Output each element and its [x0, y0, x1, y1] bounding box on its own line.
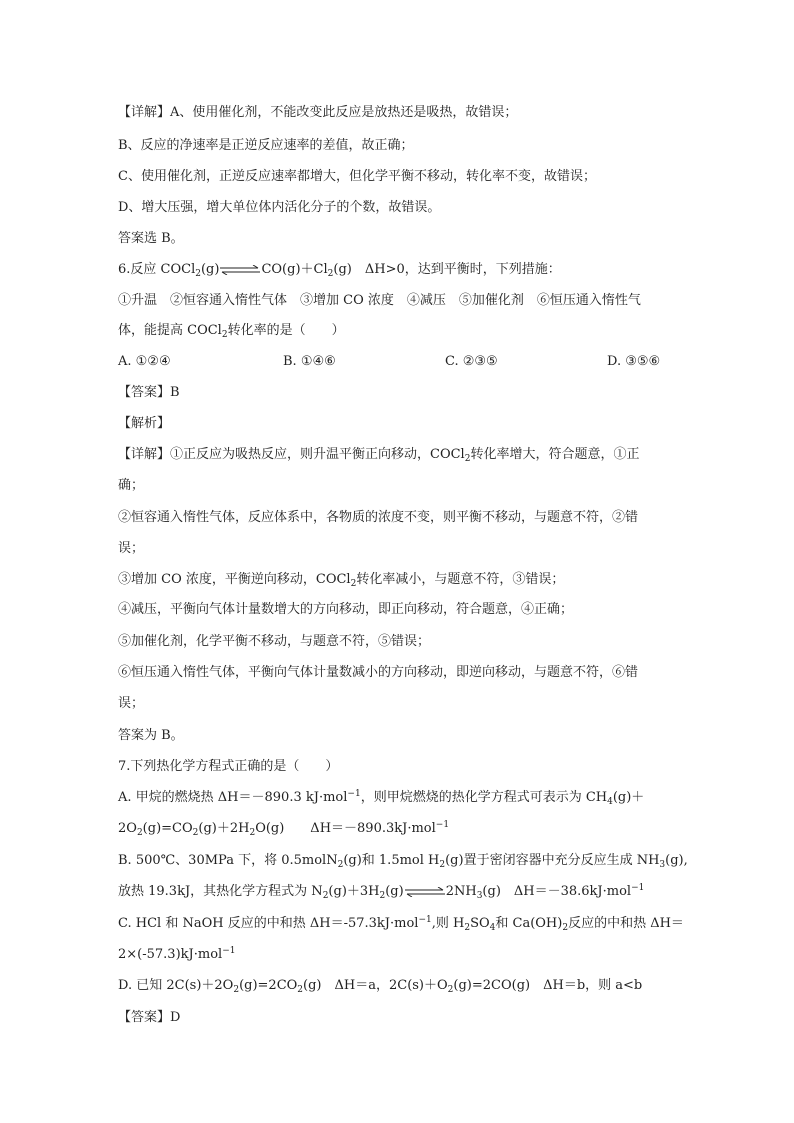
q6-detail-6-cont: 误； — [118, 696, 145, 711]
detail-line-a: 【详解】A、使用催化剂，不能改变此反应是放热还是吸热，故错误； — [118, 105, 518, 120]
q6-detail-1: 【详解】①正反应为吸热反应，则升温平衡正向移动，COCl$_2$转化率增大，符合题意，①正 — [118, 447, 640, 464]
q7-option-d: D. 已知 $2C(s)+2O_2(g)=2CO_2(g)$ ΔH＝a，$2C(s)+O_2(g)=2CO(g)$ ΔH＝b，则 a<b — [118, 978, 643, 995]
q7-option-b-line2: 放热 19.3kJ，其热化学方程式为 $N_2(g)+3H_2(g)$ $2NH_3(g)$ ΔH＝－38.6kJ·mol$^{-1}$ — [118, 883, 645, 901]
q6-conclusion: 答案为 B。 — [118, 728, 184, 743]
q7-option-a-line1: A. 甲烷的燃烧热 ΔH＝－890.3 kJ·mol$^{-1}$，则甲烷燃烧的热化学方程式可表示为 $CH_4(g)+$ — [118, 789, 645, 807]
q7-option-c-line1: C. HCl 和 NaOH 反应的中和热 ΔH＝-57.3kJ·mol$^{-1}$,则 $H_2SO_4$和 $Ca(OH)_2$反应的中和热 ΔH＝ — [118, 915, 684, 933]
q7-answer: 【答案】D — [118, 1010, 181, 1025]
q6-analysis-heading: 【解析】 — [118, 416, 171, 431]
detail-line-b: B、反应的净速率是正逆反应速率的差值，故正确； — [118, 138, 414, 153]
q6-option-d: D. ③⑤⑥ — [607, 354, 661, 369]
q6-measures-line1: ①升温 ②恒容通入惰性气体 ③增加 CO 浓度 ④减压 ⑤加催化剂 ⑥恒压通入惰性气 — [118, 293, 641, 308]
q7-option-a-line2: $2O_2(g)=CO_2(g)+2H_2O(g)$ ΔH＝－890.3kJ·mol$^{-1}$ — [118, 820, 450, 838]
q6-stem: 6.反应 COCl$_2$(g) $CO(g)+Cl_2(g)$ ΔH>0，达到平衡时，下列措施： — [118, 262, 561, 279]
detail-line-c: C、使用催化剂，正逆反应速率都增大，但化学平衡不移动，转化率不变，故错误； — [118, 169, 596, 184]
q6-detail-6: ⑥恒压通入惰性气体，平衡向气体计量数减小的方向移动，即逆向移动，与题意不符，⑥错 — [118, 665, 639, 680]
equilibrium-arrow-icon — [220, 265, 260, 275]
prev-answer: 答案选 B。 — [118, 231, 184, 246]
q6-detail-2: ②恒容通入惰性气体，反应体系中，各物质的浓度不变，则平衡不移动，与题意不符，②错 — [118, 510, 639, 525]
q6-detail-2-cont: 误； — [118, 541, 145, 556]
q6-option-c: C. ②③⑤ — [445, 354, 498, 369]
equilibrium-arrow-icon — [405, 887, 445, 897]
q6-option-a: A. ①②④ — [118, 354, 171, 369]
q6-answer: 【答案】B — [118, 385, 180, 400]
q6-measures-line2: 体，能提高 COCl$_2$转化率的是（ ） — [118, 323, 345, 340]
q6-detail-5: ⑤加催化剂，化学平衡不移动，与题意不符，⑤错误； — [118, 634, 431, 649]
q6-detail-4: ④减压，平衡向气体计量数增大的方向移动，即正向移动，符合题意，④正确； — [118, 602, 574, 617]
q7-stem: 7.下列热化学方程式正确的是（ ） — [118, 759, 339, 774]
q6-detail-1-cont: 确； — [118, 478, 145, 493]
q6-detail-3: ③增加 CO 浓度，平衡逆向移动，COCl$_2$转化率减小，与题意不符，③错误； — [118, 572, 565, 589]
q7-option-b-line1: B. 500℃、30MPa 下，将 0.5molN$_2$(g)和 1.5mol $H_2(g)$置于密闭容器中充分反应生成 $NH_3(g)$, — [118, 853, 688, 870]
q7-option-c-line2: 2×(-57.3)kJ·mol$^{-1}$ — [118, 946, 236, 962]
q6-option-b: B. ①④⑥ — [283, 354, 336, 369]
detail-line-d: D、增大压强，增大单位体内活化分子的个数，故错误。 — [118, 200, 441, 215]
